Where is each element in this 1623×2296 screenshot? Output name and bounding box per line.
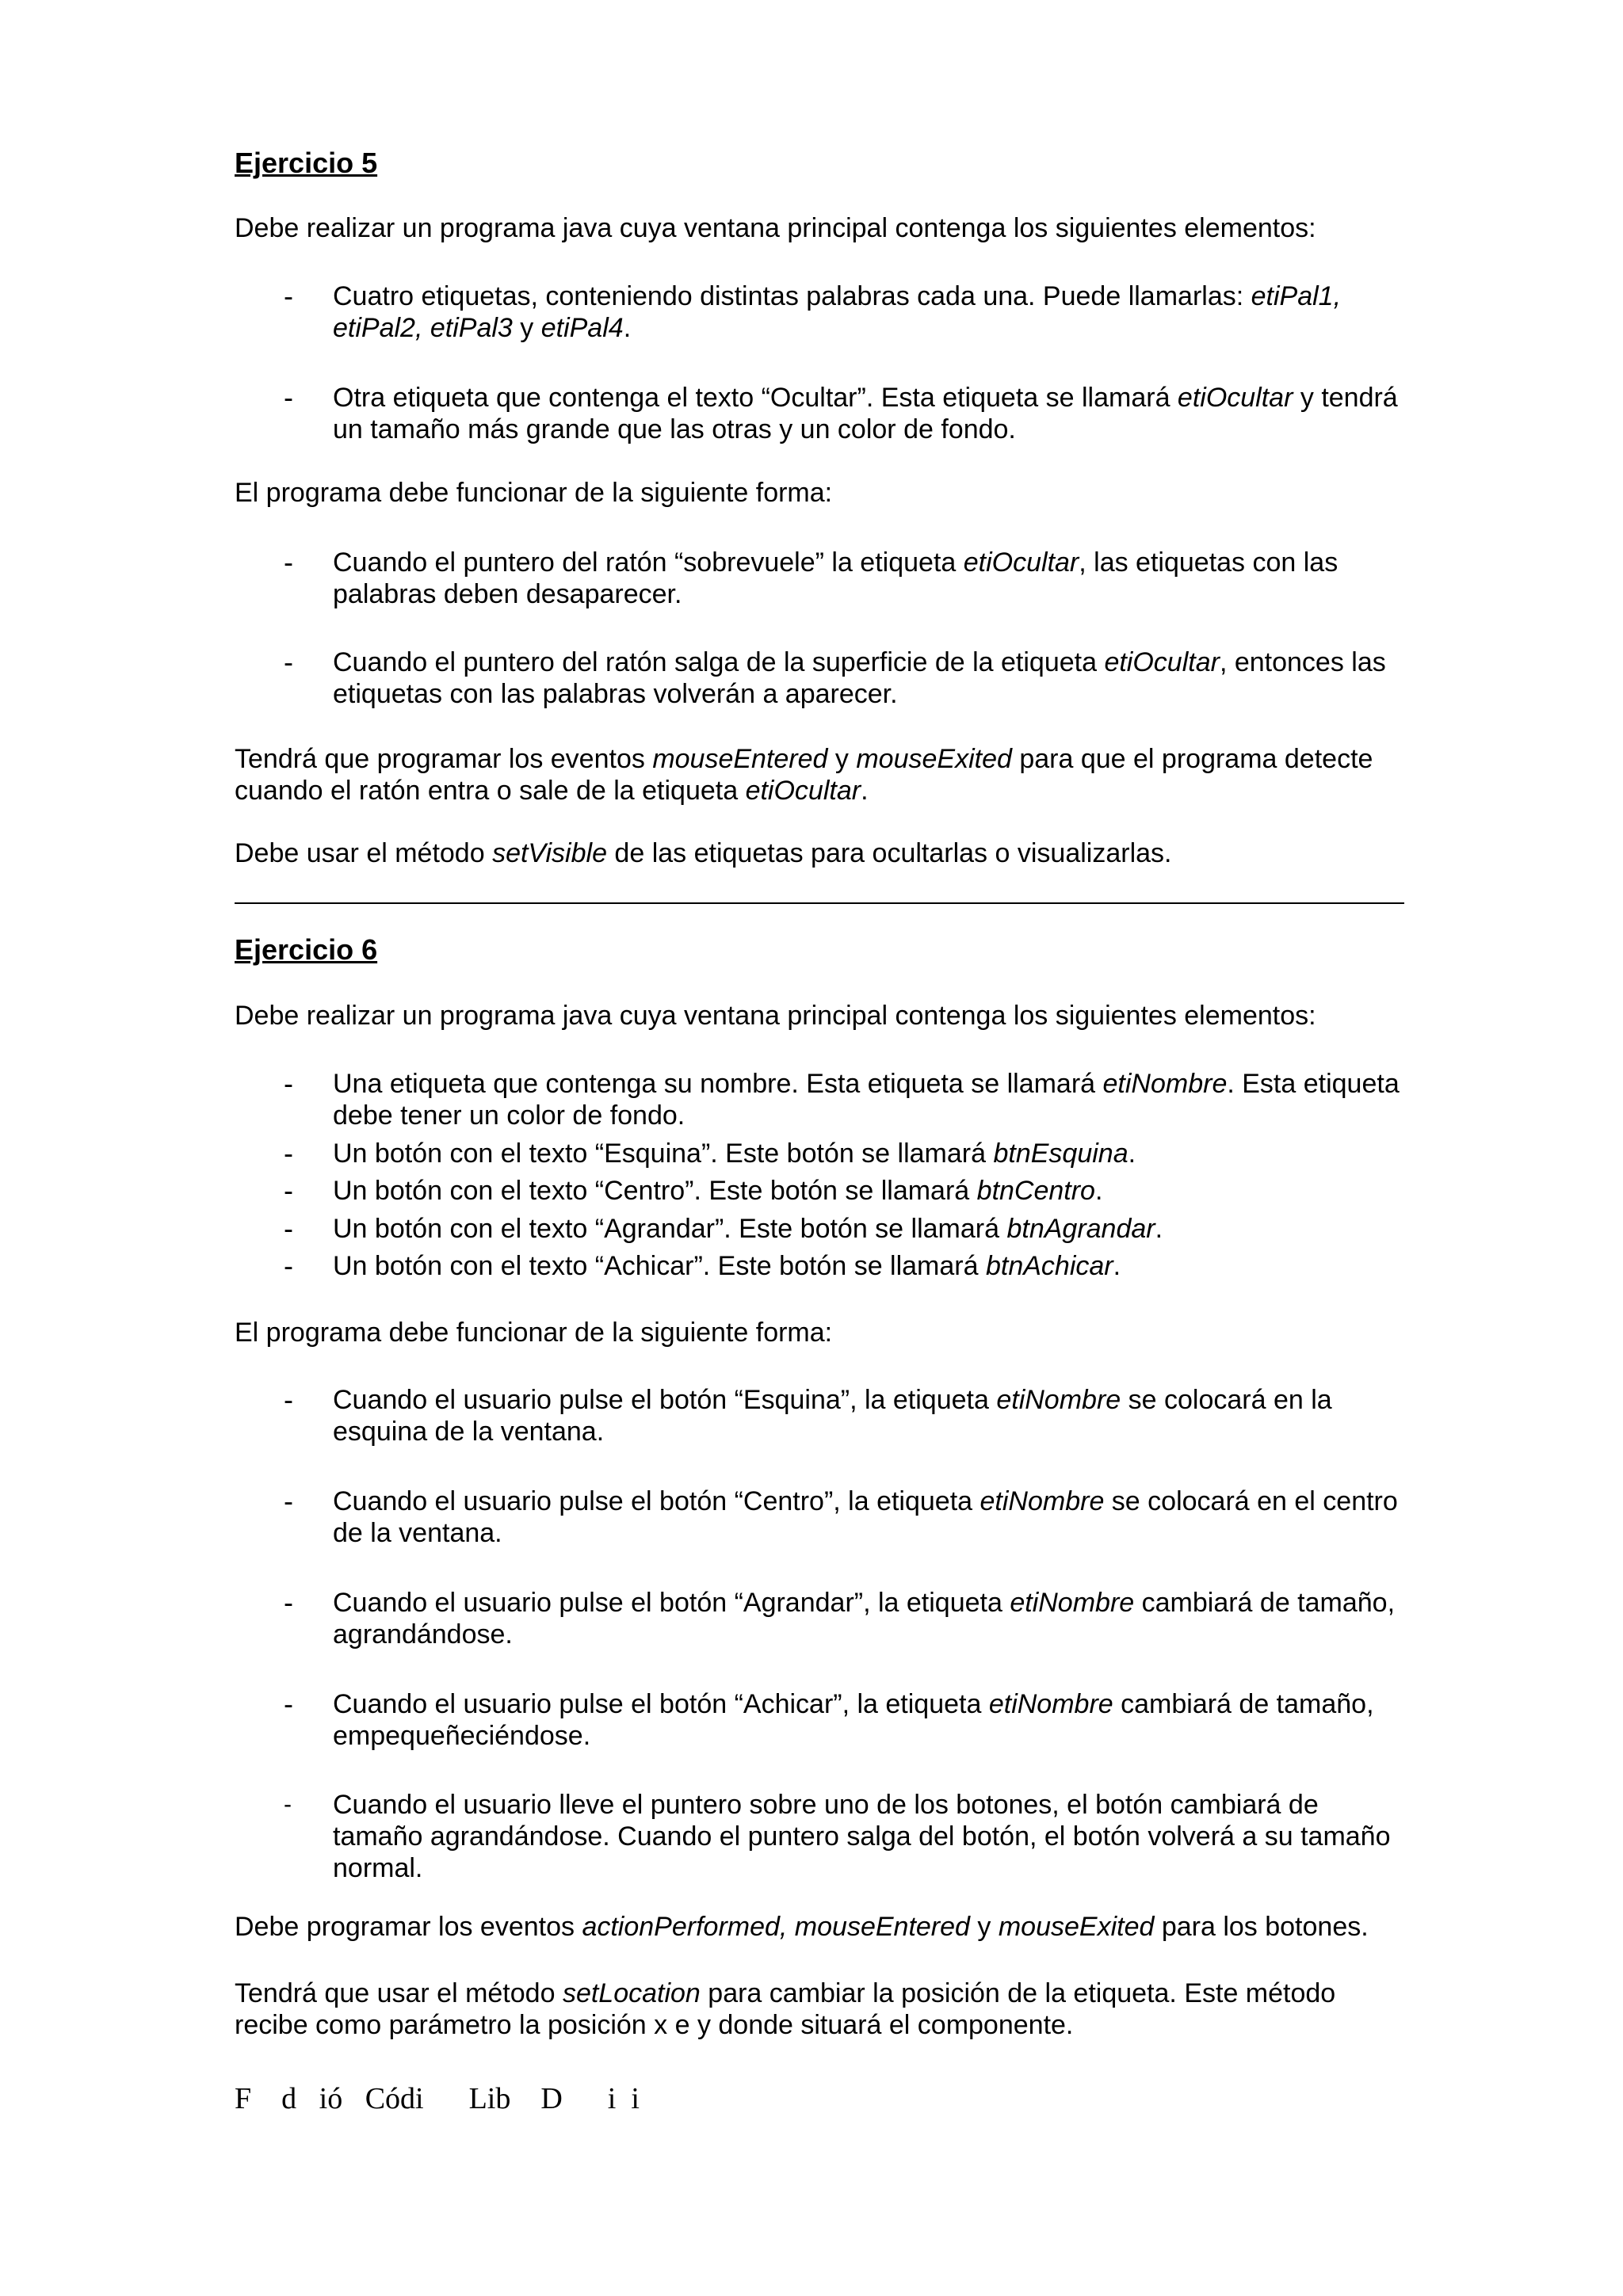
exercise-6-intro: Debe realizar un programa java cuya ventana principal contenga los siguientes elementos: bbox=[235, 1001, 1316, 1031]
exercise-6-heading: Ejercicio 6 bbox=[235, 933, 378, 966]
list-dash: - bbox=[284, 1212, 293, 1245]
list-dash: - bbox=[284, 280, 293, 312]
list-dash: - bbox=[284, 1249, 293, 1282]
list-dash: - bbox=[284, 1485, 293, 1517]
exercise-6-events: Debe programar los eventos actionPerformed, mouseEntered y mouseExited para los botones. bbox=[235, 1912, 1369, 1942]
list-dash: - bbox=[284, 1383, 293, 1416]
exercise-5-intro: Debe realizar un programa java cuya ventana principal contenga los siguientes elementos: bbox=[235, 213, 1316, 243]
list-item-text: Una etiqueta que contenga su nombre. Esta etiqueta se llamará etiNombre. Esta etiqueta debe tener un color de fondo. bbox=[333, 1069, 1400, 1131]
exercise-5-events: Tendrá que programar los eventos mouseEntered y mouseExited para que el programa detecte cuando el ratón entra o sale de la etiqueta etiOcultar. bbox=[235, 744, 1373, 806]
exercise-5-visible: Debe usar el método setVisible de las etiquetas para ocultarlas o visualizarlas. bbox=[235, 838, 1172, 868]
list-dash: - bbox=[284, 381, 293, 414]
list-dash: - bbox=[284, 1137, 293, 1169]
list-item-text: Un botón con el texto “Achicar”. Este botón se llamará btnAchicar. bbox=[333, 1251, 1121, 1281]
list-item-text: Un botón con el texto “Esquina”. Este botón se llamará btnEsquina. bbox=[333, 1138, 1136, 1169]
list-dash: - bbox=[284, 1791, 292, 1817]
list-item-text: Un botón con el texto “Agrandar”. Este botón se llamará btnAgrandar. bbox=[333, 1214, 1163, 1244]
list-item-text: Cuando el usuario lleve el puntero sobre uno de los botones, el botón cambiará de tamaño agrandándose. Cuando el puntero salga del botón, el botón volverá a su tamaño normal. bbox=[333, 1790, 1391, 1883]
section-divider bbox=[235, 902, 1404, 904]
page-footer: F d ió Códi Lib D i i bbox=[235, 2082, 640, 2115]
list-item-text: Cuando el usuario pulse el botón “Achicar”, la etiqueta etiNombre cambiará de tamaño, empequeñeciéndose. bbox=[333, 1689, 1374, 1751]
exercise-5-heading: Ejercicio 5 bbox=[235, 147, 378, 179]
list-item-text: Otra etiqueta que contenga el texto “Ocultar”. Esta etiqueta se llamará etiOcultar y tendrá un tamaño más grande que las otras y un color de fondo. bbox=[333, 383, 1398, 444]
exercise-5-behavior: El programa debe funcionar de la siguiente forma: bbox=[235, 478, 833, 508]
list-dash: - bbox=[284, 1586, 293, 1619]
exercise-6-behavior: El programa debe funcionar de la siguiente forma: bbox=[235, 1318, 833, 1348]
list-item-text: Cuando el puntero del ratón “sobrevuele” la etiqueta etiOcultar, las etiquetas con las palabras deben desaparecer. bbox=[333, 547, 1338, 609]
list-item-text: Cuando el usuario pulse el botón “Centro”, la etiqueta etiNombre se colocará en el centro de la ventana. bbox=[333, 1486, 1398, 1548]
list-item-text: Cuando el usuario pulse el botón “Esquina”, la etiqueta etiNombre se colocará en la esquina de la ventana. bbox=[333, 1385, 1332, 1447]
list-item-text: Cuatro etiquetas, conteniendo distintas palabras cada una. Puede llamarlas: etiPal1, etiPal2, etiPal3 y etiPal4. bbox=[333, 281, 1342, 343]
list-item-text: Cuando el puntero del ratón salga de la superficie de la etiqueta etiOcultar, entonces las etiquetas con las palabras volverán a aparecer. bbox=[333, 647, 1386, 709]
list-dash: - bbox=[284, 1688, 293, 1720]
list-item-text: Un botón con el texto “Centro”. Este botón se llamará btnCentro. bbox=[333, 1176, 1103, 1206]
list-item-text: Cuando el usuario pulse el botón “Agrandar”, la etiqueta etiNombre cambiará de tamaño, agrandándose. bbox=[333, 1588, 1396, 1650]
list-dash: - bbox=[284, 1174, 293, 1207]
list-dash: - bbox=[284, 646, 293, 678]
list-dash: - bbox=[284, 546, 293, 578]
list-dash: - bbox=[284, 1067, 293, 1100]
exercise-6-location: Tendrá que usar el método setLocation para cambiar la posición de la etiqueta. Este método recibe como parámetro la posición x e y donde situará el componente. bbox=[235, 1978, 1336, 2040]
